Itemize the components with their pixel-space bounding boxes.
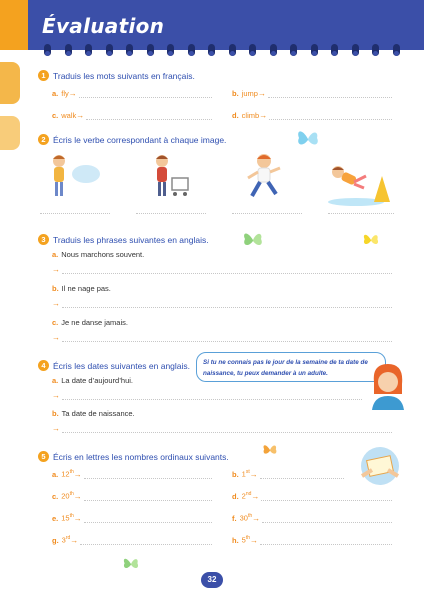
- butterfly-icon: [242, 230, 264, 250]
- binding-ring: [311, 44, 318, 56]
- page-title: Évaluation: [42, 14, 165, 38]
- header-accent: [0, 0, 28, 50]
- answer-line: g. 3rd →: [52, 535, 212, 545]
- sentence-prompt: b. Ta date de naissance.: [52, 409, 135, 418]
- boy-slipping-image: [326, 158, 398, 208]
- sentence-prompt: c. Je ne danse jamais.: [52, 318, 128, 327]
- butterfly-icon: [262, 442, 278, 458]
- side-tab: [0, 62, 20, 104]
- answer-line: b. 1st →: [232, 469, 344, 479]
- girl-thinking-image: [368, 362, 408, 410]
- answer-field[interactable]: [62, 424, 392, 433]
- answer-field[interactable]: [261, 492, 392, 501]
- binding-ring: [352, 44, 359, 56]
- answer-field[interactable]: [269, 111, 392, 120]
- binding-ring: [147, 44, 154, 56]
- sentence-prompt: b. Il ne nage pas.: [52, 284, 111, 293]
- exercise-1-instruction: [38, 70, 195, 81]
- exercise-number: 4: [38, 360, 49, 371]
- exercise-number: 3: [38, 234, 49, 245]
- answer-line: h. 5th →: [232, 535, 392, 545]
- page-number: 32: [201, 572, 223, 588]
- answer-line: →: [52, 333, 392, 342]
- answer-field[interactable]: [84, 492, 212, 501]
- binding-ring: [331, 44, 338, 56]
- instruction-text: Traduis les phrases suivantes en anglais.: [53, 234, 209, 245]
- binding-ring: [188, 44, 195, 56]
- answer-line: d. climb →: [232, 111, 392, 120]
- answer-field[interactable]: [62, 299, 392, 308]
- answer-line: [134, 205, 206, 214]
- child-speaking-image: [44, 152, 104, 202]
- butterfly-icon: [362, 232, 380, 248]
- answer-field[interactable]: [62, 333, 392, 342]
- answer-line: [230, 205, 302, 214]
- answer-field[interactable]: [86, 111, 212, 120]
- binding-ring: [270, 44, 277, 56]
- answer-line: f. 30th →: [232, 513, 392, 523]
- exercise-4-instruction: [38, 360, 190, 371]
- answer-line: c. walk →: [52, 111, 212, 120]
- instruction-text: Écris en lettres les nombres ordinaux suivants.: [53, 451, 229, 462]
- answer-field[interactable]: [84, 470, 212, 479]
- answer-field[interactable]: [62, 265, 392, 274]
- instruction-text: Écris le verbe correspondant à chaque image.: [53, 134, 227, 145]
- answer-field[interactable]: [268, 89, 392, 98]
- butterfly-icon: [122, 556, 140, 572]
- butterfly-icon: [296, 128, 320, 150]
- instruction-text: Écris les dates suivantes en anglais.: [53, 360, 191, 371]
- answer-line: →: [52, 265, 392, 274]
- exercise-2-instruction: [38, 134, 226, 145]
- binding-ring: [290, 44, 297, 56]
- exercise-3-instruction: [38, 234, 209, 245]
- answer-line: →: [52, 391, 362, 400]
- binding-ring: [44, 44, 51, 56]
- answer-line: [38, 205, 110, 214]
- binding-ring: [65, 44, 72, 56]
- binding-ring: [167, 44, 174, 56]
- answer-field[interactable]: [62, 391, 362, 400]
- sentence-prompt: a. La date d’aujourd’hui.: [52, 376, 133, 385]
- answer-field[interactable]: [84, 514, 212, 523]
- answer-field[interactable]: [262, 514, 392, 523]
- exercise-number: 1: [38, 70, 49, 81]
- binding-ring: [106, 44, 113, 56]
- exercise-number: 2: [38, 134, 49, 145]
- answer-field[interactable]: [80, 536, 212, 545]
- answer-line: e. 15th →: [52, 513, 212, 523]
- answer-field[interactable]: [328, 205, 394, 214]
- exercise-5-instruction: [38, 451, 229, 462]
- binding-ring: [249, 44, 256, 56]
- answer-field[interactable]: [232, 205, 302, 214]
- hint-bubble: Si tu ne connais pas le jour de la semaine de ta date de naissance, tu peux demander à un adulte.: [196, 352, 386, 382]
- binding-ring: [85, 44, 92, 56]
- answer-line: [326, 205, 394, 214]
- answer-field[interactable]: [136, 205, 206, 214]
- binding-ring: [393, 44, 400, 56]
- child-cart-image: [150, 152, 195, 202]
- binding-ring: [126, 44, 133, 56]
- answer-line: c. 20th →: [52, 491, 212, 501]
- answer-field[interactable]: [260, 470, 344, 479]
- side-tab: [0, 116, 20, 150]
- binding-ring: [208, 44, 215, 56]
- answer-line: a. fly →: [52, 89, 212, 98]
- boy-running-image: [244, 152, 284, 204]
- answer-line: b. jump →: [232, 89, 392, 98]
- notebook-image: [350, 446, 410, 486]
- sentence-prompt: a. Nous marchons souvent.: [52, 250, 145, 259]
- exercise-number: 5: [38, 451, 49, 462]
- answer-line: a. 12th →: [52, 469, 212, 479]
- answer-line: →: [52, 299, 392, 308]
- instruction-text: Traduis les mots suivants en français.: [53, 70, 195, 81]
- binding-ring: [372, 44, 379, 56]
- answer-field[interactable]: [260, 536, 392, 545]
- answer-field[interactable]: [40, 205, 110, 214]
- answer-line: d. 2nd →: [232, 491, 392, 501]
- binding-ring: [229, 44, 236, 56]
- answer-line: →: [52, 424, 392, 433]
- answer-field[interactable]: [79, 89, 212, 98]
